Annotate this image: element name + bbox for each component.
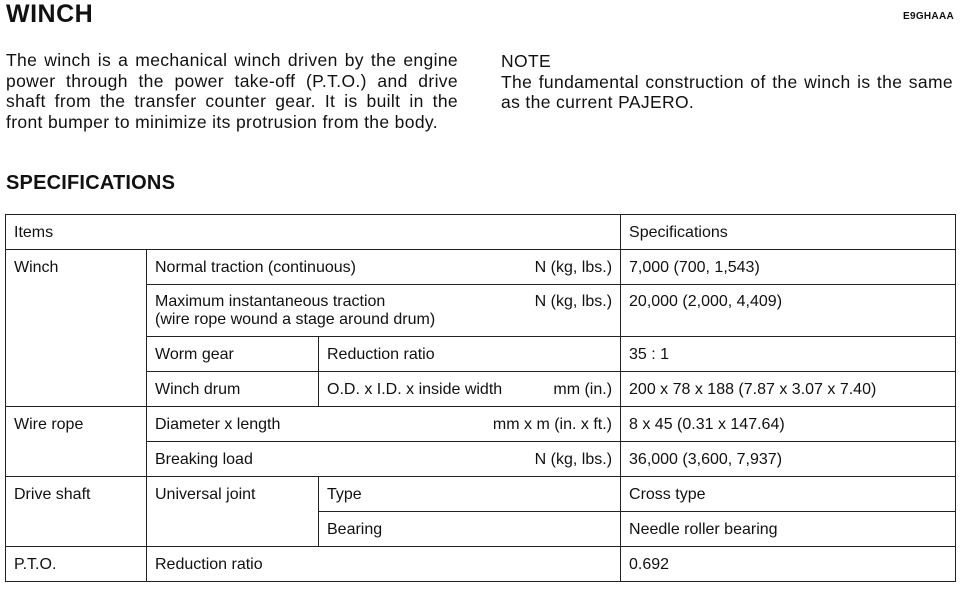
table-row bbox=[6, 547, 956, 582]
item-sublabel: (wire rope wound a stage around drum) bbox=[155, 311, 436, 328]
item-sublabel: O.D. x I.D. x inside width bbox=[327, 381, 503, 398]
table-row bbox=[6, 285, 956, 337]
item-cell bbox=[319, 372, 621, 407]
item-sublabel: Type bbox=[319, 477, 621, 512]
item-label: Winch drum bbox=[147, 372, 319, 407]
page-title: WINCH bbox=[6, 0, 94, 28]
item-cell bbox=[147, 285, 621, 337]
intro-paragraph: The winch is a mechanical winch driven by the engine power through the power take-off (P.T.O.) and drive shaft from the transfer counter gear. It is built in the front bumper to minimize its protrusion from the body. bbox=[6, 50, 458, 132]
table-row bbox=[6, 477, 956, 512]
note-label: NOTE bbox=[501, 51, 552, 71]
item-label: Diameter x length bbox=[155, 416, 281, 433]
table-row bbox=[6, 442, 956, 477]
note-text: The fundamental construction of the winch is the same as the current PAJERO. bbox=[501, 71, 953, 112]
table-header-row bbox=[6, 215, 956, 250]
item-label: Normal traction (continuous) bbox=[155, 259, 356, 276]
spec-value: 35 : 1 bbox=[621, 337, 956, 372]
table-row bbox=[6, 250, 956, 285]
item-unit: N (kg, lbs.) bbox=[534, 293, 613, 310]
item-label: Reduction ratio bbox=[147, 547, 621, 582]
spec-value: 36,000 (3,600, 7,937) bbox=[621, 442, 956, 477]
item-sublabel: Reduction ratio bbox=[319, 337, 621, 372]
section-title: SPECIFICATIONS bbox=[6, 172, 176, 194]
spec-value: 20,000 (2,000, 4,409) bbox=[621, 285, 956, 337]
item-cell bbox=[147, 250, 621, 285]
item-cell bbox=[147, 442, 621, 477]
item-unit: mm (in.) bbox=[553, 381, 613, 398]
note-block bbox=[501, 51, 953, 113]
header-specifications: Specifications bbox=[621, 215, 956, 250]
document-code: E9GHAAA bbox=[903, 11, 954, 22]
group-wire-rope: Wire rope bbox=[6, 407, 147, 477]
table-row bbox=[6, 407, 956, 442]
spec-value: 8 x 45 (0.31 x 147.64) bbox=[621, 407, 956, 442]
spec-value: 200 x 78 x 188 (7.87 x 3.07 x 7.40) bbox=[621, 372, 956, 407]
specifications-table bbox=[5, 214, 956, 582]
spec-value: Cross type bbox=[621, 477, 956, 512]
item-label: Breaking load bbox=[155, 451, 253, 468]
item-label: Universal joint bbox=[147, 477, 319, 547]
item-sublabel: Bearing bbox=[319, 512, 621, 547]
item-unit: N (kg, lbs.) bbox=[534, 451, 613, 468]
group-pto: P.T.O. bbox=[6, 547, 147, 582]
item-cell bbox=[147, 407, 621, 442]
spec-value: Needle roller bearing bbox=[621, 512, 956, 547]
group-winch: Winch bbox=[6, 250, 147, 407]
item-unit: mm x m (in. x ft.) bbox=[492, 416, 613, 433]
group-drive-shaft: Drive shaft bbox=[6, 477, 147, 547]
item-unit: N (kg, lbs.) bbox=[534, 259, 613, 276]
item-label: Worm gear bbox=[147, 337, 319, 372]
header-items: Items bbox=[6, 215, 621, 250]
spec-value: 7,000 (700, 1,543) bbox=[621, 250, 956, 285]
table-row bbox=[6, 372, 956, 407]
item-label: Maximum instantaneous traction bbox=[155, 293, 386, 310]
table-row bbox=[6, 337, 956, 372]
spec-value: 0.692 bbox=[621, 547, 956, 582]
